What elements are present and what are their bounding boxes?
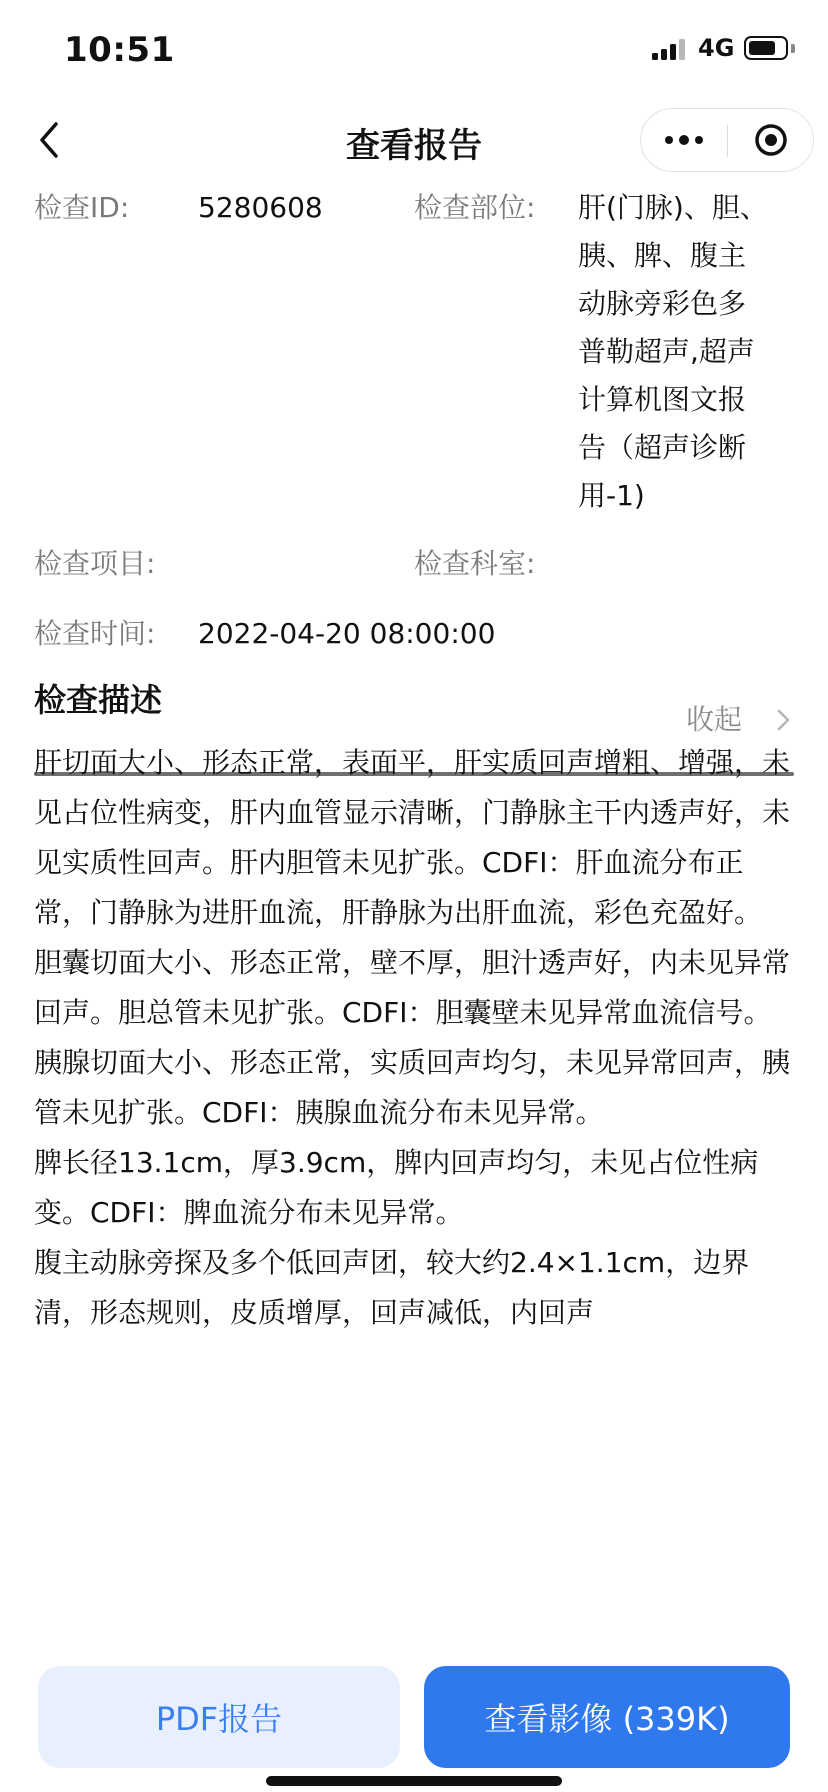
chevron-right-icon [768, 704, 800, 736]
target-icon [753, 122, 789, 158]
collapse-button[interactable]: 收起 [686, 703, 743, 736]
close-button[interactable] [728, 109, 814, 171]
view-images-button[interactable]: 查看影像 (339K) [424, 1666, 790, 1768]
battery-fill [749, 41, 775, 55]
status-bar [0, 0, 828, 96]
more-button[interactable] [641, 109, 727, 171]
exam-id-label: 检查ID: [34, 191, 130, 224]
description-title: 检查描述 [34, 681, 163, 719]
battery-icon [744, 36, 788, 60]
body-part-label: 检查部位: [414, 191, 536, 224]
network-label: 4G [698, 34, 735, 62]
status-time: 10:51 [64, 30, 175, 70]
ellipsis-icon [665, 136, 673, 144]
mini-program-capsule [640, 108, 814, 172]
description-paragraph: 胰腺切面大小、形态正常，实质回声均匀，未见异常回声，胰管未见扩张。CDFI：胰腺血流分布未见异常。 [34, 1046, 791, 1129]
battery-cap [791, 44, 795, 53]
body-part-value: 肝(门脉)、胆、 胰、脾、腹主 动脉旁彩色多 普勒超声,超声 计算机图文报 告（超声诊断 用-1) [578, 191, 768, 512]
nav-bar [0, 96, 828, 184]
description-paragraph: 脾长径13.1cm，厚3.9cm，脾内回声均匀，未见占位性病变。CDFI：脾血流分布未见异常。 [34, 1146, 759, 1229]
home-indicator [266, 1776, 562, 1786]
page-title: 查看报告 [346, 126, 482, 166]
description-paragraph: 胆囊切面大小、形态正常，壁不厚，胆汁透声好，内未见异常回声。胆总管未见扩张。CDFI：胆囊壁未见异常血流信号。 [34, 946, 791, 1029]
pdf-report-button[interactable]: PDF报告 [38, 1666, 400, 1768]
exam-item-label: 检查项目: [34, 547, 156, 580]
exam-time-value: 2022-04-20 08:00:00 [198, 617, 496, 650]
exam-id-value: 5280608 [198, 191, 323, 224]
bottom-action-bar [0, 1646, 828, 1792]
description-text [34, 738, 796, 1646]
exam-time-label: 检查时间: [34, 617, 156, 650]
signal-icon [652, 38, 688, 60]
description-paragraph: 腹主动脉旁探及多个低回声团，较大约2.4×1.1cm，边界清，形态规则，皮质增厚，回声减低，内回声 [34, 1246, 750, 1329]
exam-dept-label: 检查科室: [414, 547, 536, 580]
description-paragraph: 肝切面大小、形态正常，表面平，肝实质回声增粗、增强，未见占位性病变，肝内血管显示清晰，门静脉主干内透声好，未见实质性回声。肝内胆管未见扩张。CDFI：肝血流分布正常，门静脉为进肝血流，肝静脉为出肝血流，彩色充盈好。 [34, 746, 791, 929]
